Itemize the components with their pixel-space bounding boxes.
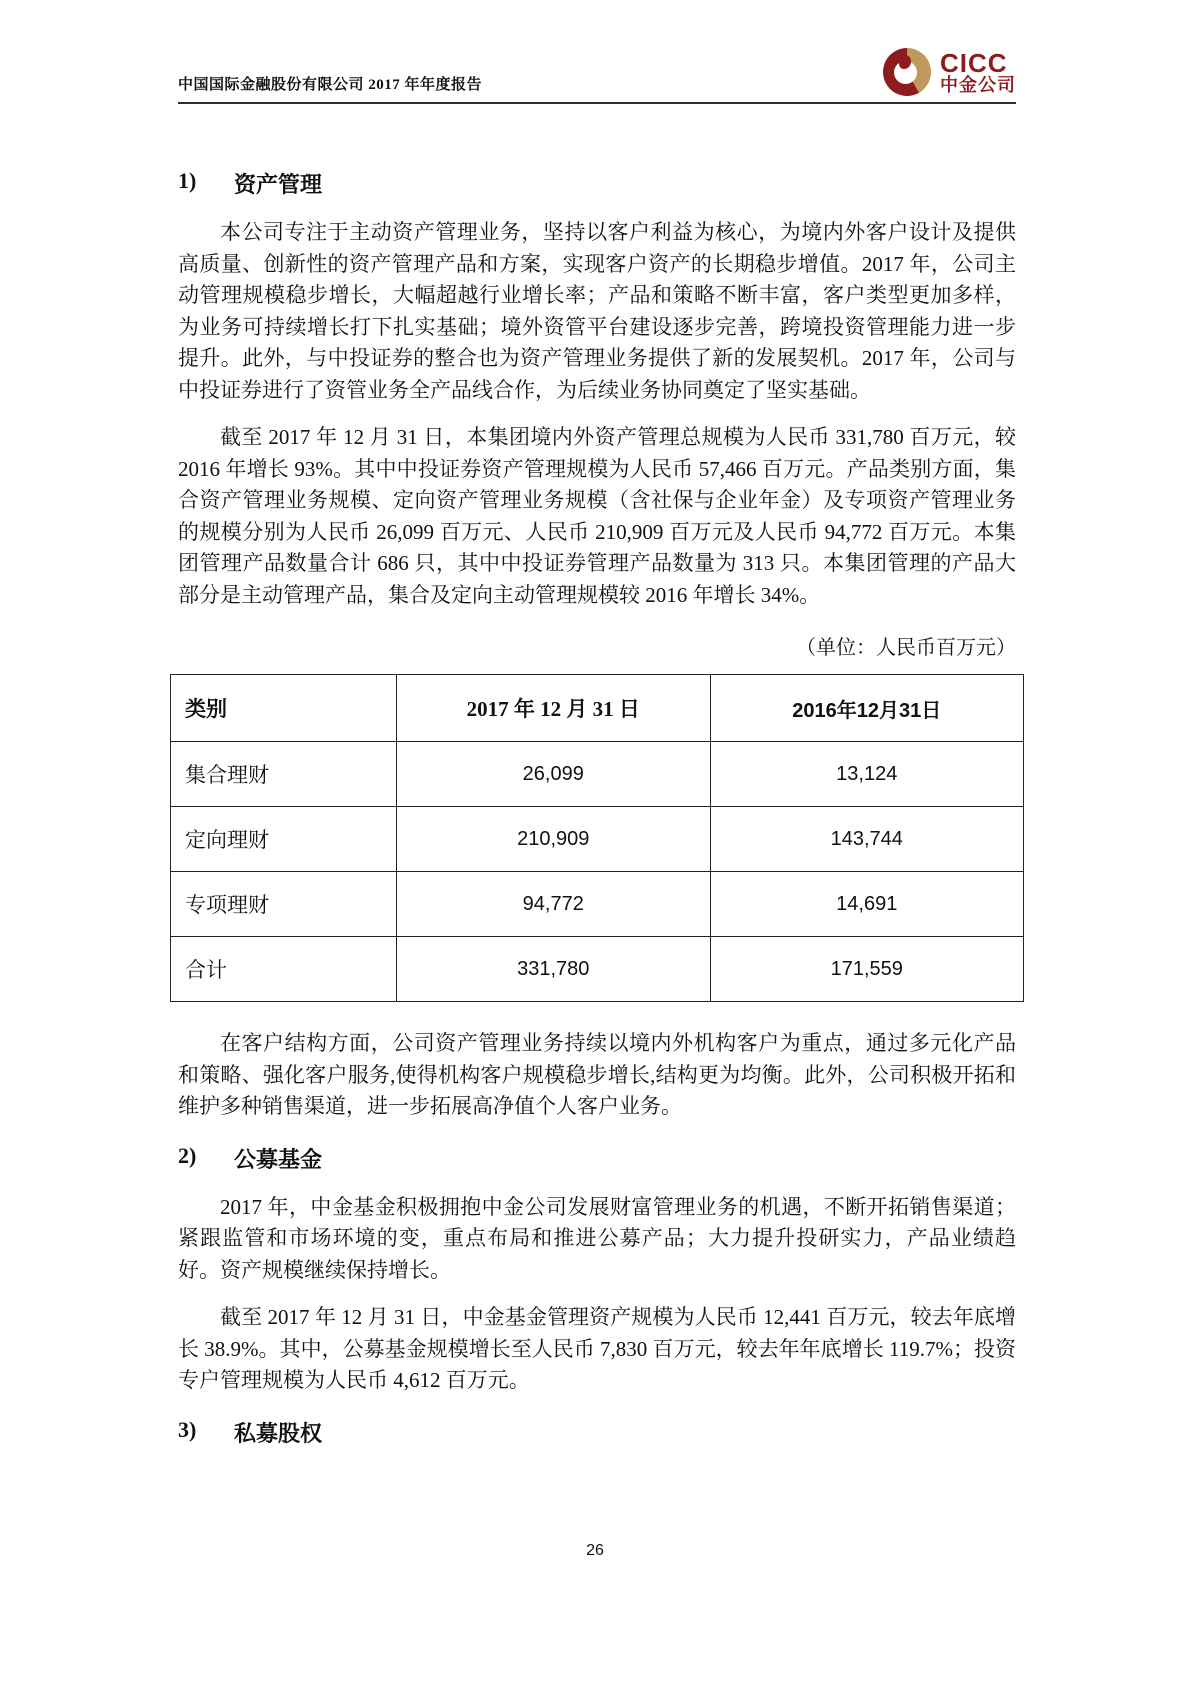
row-value-2017: 210,909: [397, 807, 710, 872]
report-title: 中国国际金融股份有限公司 2017 年年度报告: [178, 77, 483, 93]
section-2-paragraph-2: 截至 2017 年 12 月 31 日，中金基金管理资产规模为人民币 12,441 百万元，较去年底增长 38.9%。其中，公募基金规模增长至人民币 7,830 百万元，较去年年底增长 119.7%；投资专户管理规模为人民币 4,612 百万元。: [178, 1305, 1016, 1392]
row-value-2017: 94,772: [397, 872, 710, 937]
row-value-2016: 13,124: [710, 742, 1024, 807]
section-1-title: 资产管理: [234, 172, 323, 197]
section-3-title: 私募股权: [234, 1420, 323, 1446]
section-1-paragraph-2: 截至 2017 年 12 月 31 日，本集团境内外资产管理总规模为人民币 331,780 百万元，较 2016 年增长 93%。其中中投证券资产管理规模为人民币 57,466 百万元。产品类别方面，集合资产管理业务规模、定向资产管理业务规模（含社保与企业年金）及专项资产管理业务的规模分别为人民币 26,099 百万元、人民币 210,909 百万元及人民币 94,772 百万元。本集团管理产品数量合计 686 只，其中中投证券管理产品数量为 313 只。本集团管理的产品大部分是主动管理产品，集合及定向主动管理规模较 2016 年增长 34%。: [178, 425, 1016, 607]
table-row: [171, 872, 1024, 937]
page-header: [178, 48, 1016, 104]
row-value-2016: 143,744: [710, 807, 1024, 872]
cicc-logo: [883, 48, 1016, 96]
section-2-number: 2): [178, 1142, 197, 1168]
row-category: 专项理财: [171, 872, 397, 937]
table-row: [171, 807, 1024, 872]
section-2-heading: [178, 1143, 1016, 1174]
table-header-2016: 2016年12月31日: [710, 675, 1024, 742]
section-3-heading: [178, 1417, 1016, 1448]
cicc-logo-icon: [883, 48, 931, 96]
row-value-2016: 14,691: [710, 872, 1024, 937]
table-header-2017: 2017 年 12 月 31 日: [397, 675, 710, 742]
table-header-category: 类别: [171, 675, 397, 742]
section-2-title: 公募基金: [234, 1146, 323, 1172]
asset-management-table: [170, 674, 1024, 1002]
section-2-paragraph-1: 2017 年，中金基金积极拥抱中金公司发展财富管理业务的机遇，不断开拓销售渠道；紧跟监管和市场环境的变，重点布局和推进公募产品；大力提升投研实力，产品业绩趋好。资产规模继续保持增长。: [178, 1194, 1016, 1282]
table-row-total: [171, 937, 1024, 1002]
section-3-number: 3): [178, 1416, 197, 1442]
row-value-2017: 26,099: [397, 742, 710, 807]
logo-latin-text: CICC: [940, 47, 1008, 78]
logo-chinese-text: 中金公司: [940, 75, 1016, 96]
table-unit-note: （单位：人民币百万元）: [796, 637, 1016, 659]
table-header-row: [171, 675, 1024, 742]
logo-text: [940, 47, 1016, 96]
page-number: 26: [586, 1542, 604, 1559]
section-1-paragraph-3: 在客户结构方面，公司资产管理业务持续以境内外机构客户为重点，通过多元化产品和策略、强化客户服务,使得机构客户规模稳步增长,结构更为均衡。此外，公司积极开拓和维护多种销售渠道，进一步拓展高净值个人客户业务。: [178, 1031, 1016, 1118]
section-1-paragraph-1: 本公司专注于主动资产管理业务，坚持以客户利益为核心，为境内外客户设计及提供高质量、创新性的资产管理产品和方案，实现客户资产的长期稳步增值。2017 年，公司主动管理规模稳步增长，大幅超越行业增长率；产品和策略不断丰富，客户类型更加多样，为业务可持续增长打下扎实基础；境外资管平台建设逐步完善，跨境投资管理能力进一步提升。此外，与中投证券的整合也为资产管理业务提供了新的发展契机。2017 年，公司与中投证券进行了资管业务全产品线合作，为后续业务协同奠定了坚实基础。: [178, 220, 1016, 402]
row-category: 合计: [171, 937, 397, 1002]
section-1-number: 1): [178, 168, 197, 193]
row-category: 定向理财: [171, 807, 397, 872]
section-1-heading: [178, 168, 1016, 199]
row-value-2017: 331,780: [397, 937, 710, 1002]
row-value-2016: 171,559: [710, 937, 1024, 1002]
page-content: [178, 148, 1016, 1466]
table-row: [171, 742, 1024, 807]
row-category: 集合理财: [171, 742, 397, 807]
